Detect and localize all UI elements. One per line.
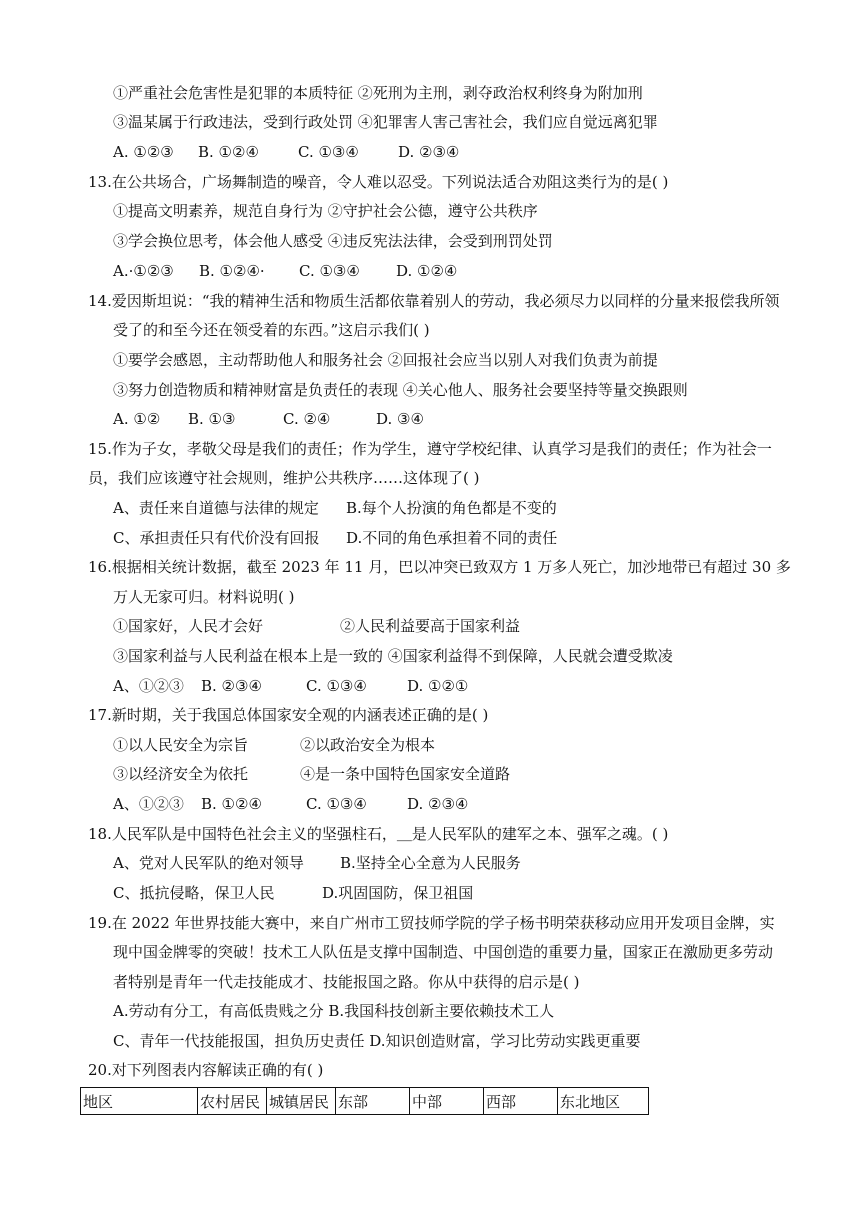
q17-option-d[interactable]: D. ②③④: [407, 795, 469, 813]
q16-stem-line-2: 万人无家可归。材料说明( ): [113, 588, 295, 606]
q16-option-c[interactable]: C. ①③④: [306, 677, 367, 695]
q16-statement-2: ②人民利益要高于国家利益: [340, 617, 521, 635]
table-header-cell: 农村居民: [198, 1088, 267, 1115]
q14-option-d[interactable]: D. ③④: [376, 410, 424, 428]
q12-option-c[interactable]: C. ①③④: [298, 143, 359, 161]
q14-statement-1: ①要学会感恩，主动帮助他人和服务社会 ②回报社会应当以别人对我们负责为前提: [113, 351, 658, 369]
q17-stem: 17.新时期，关于我国总体国家安全观的内涵表述正确的是( ): [88, 706, 489, 724]
table-header-cell: 西部: [484, 1088, 558, 1115]
q12-statement-2: ③温某属于行政违法，受到行政处罚 ④犯罪害人害己害社会，我们应自觉远离犯罪: [113, 113, 658, 131]
q12-option-a[interactable]: A. ①②③: [113, 143, 174, 161]
q13-stem: 13.在公共场合，广场舞制造的噪音，令人难以忍受。下列说法适合劝阻这类行为的是( ): [88, 173, 669, 191]
table-header-cell: 城镇居民: [267, 1088, 336, 1115]
q18-option-d[interactable]: D.巩固国防，保卫祖国: [322, 884, 474, 902]
table-header-cell: 地区: [81, 1088, 198, 1115]
q14-stem-line-2: 受了的和至今还在领受着的东西。”这启示我们( ): [113, 321, 430, 339]
q16-options: [113, 675, 468, 697]
table-header-cell: 东北地区: [558, 1088, 649, 1115]
q17-statement-2: ②以政治安全为根本: [300, 736, 436, 754]
q16-statement-1: ①国家好，人民才会好: [113, 617, 264, 635]
q20-stem: 20.对下列图表内容解读正确的有( ): [88, 1061, 324, 1079]
q16-option-a[interactable]: A、①②③: [113, 677, 184, 695]
q14-option-a[interactable]: A. ①②: [113, 410, 161, 428]
q18-option-c[interactable]: C、抵抗侵略，保卫人民: [113, 884, 275, 902]
q13-statement-1: ①提高文明素养，规范自身行为 ②守护社会公德，遵守公共秩序: [113, 202, 538, 220]
q13-options: [113, 260, 457, 282]
q15-option-b[interactable]: B.每个人扮演的角色都是不变的: [346, 499, 557, 517]
q13-option-b[interactable]: B. ①②④·: [199, 262, 265, 280]
q15-option-a[interactable]: A、责任来自道德与法律的规定: [113, 499, 319, 517]
table-row: [81, 1088, 649, 1115]
q17-statement-1: ①以人民安全为宗旨: [113, 736, 249, 754]
q19-stem-line-3: 者特别是青年一代走技能成才、技能报国之路。你从中获得的启示是( ): [113, 973, 580, 991]
q14-statement-2: ③努力创造物质和精神财富是负责任的表现 ④关心他人、服务社会要坚持等量交换跟则: [113, 381, 688, 399]
q18-stem: 18.人民军队是中国特色社会主义的坚强柱石，＿是人民军队的建军之本、强军之魂。( ): [88, 825, 669, 843]
q13-statement-2: ③学会换位思考，体会他人感受 ④违反宪法法律，会受到刑罚处罚: [113, 232, 553, 250]
q14-option-c[interactable]: C. ②④: [283, 410, 331, 428]
q14-stem-line-1: 14.爱因斯坦说：“我的精神生活和物质生活都依靠着别人的劳动，我必须尽力以同样的分量来报偿我所领: [88, 292, 780, 310]
q16-statement-3: ③国家利益与人民利益在根本上是一致的 ④国家利益得不到保障，人民就会遭受欺凌: [113, 647, 673, 665]
table-header-cell: 中部: [410, 1088, 484, 1115]
q12-option-b[interactable]: B. ①②④: [198, 143, 259, 161]
q18-option-b[interactable]: B.坚持全心全意为人民服务: [340, 854, 521, 872]
q16-stem-line-1: 16.根据相关统计数据，截至 2023 年 11 月，巴以冲突已致双方 1 万多人死亡，加沙地带已有超过 30 多: [88, 558, 791, 576]
q17-option-a[interactable]: A、①②③: [113, 795, 184, 813]
q19-options-ab[interactable]: A.劳动有分工，有高低贵贱之分 B.我国科技创新主要依赖技术工人: [113, 1002, 555, 1020]
q15-stem-line-1: 15.作为子女，孝敬父母是我们的责任；作为学生，遵守学校纪律、认真学习是我们的责任；作为社会一: [88, 440, 772, 458]
q14-options: [113, 408, 424, 430]
q15-stem-line-2: 员，我们应该遵守社会规则，维护公共秩序……这体现了( ): [88, 469, 480, 487]
q19-stem-line-1: 19.在 2022 年世界技能大赛中，来自广州市工贸技师学院的学子杨书明荣获移动应用开发项目金牌，实: [88, 914, 775, 932]
q17-statement-3: ③以经济安全为依托: [113, 765, 249, 783]
q19-options-cd[interactable]: C、青年一代技能报国，担负历史责任 D.知识创造财富，学习比劳动实践更重要: [113, 1032, 641, 1050]
q19-stem-line-2: 现中国金牌零的突破！技术工人队伍是支撑中国制造、中国创造的重要力量，国家正在激励更多劳动: [113, 943, 774, 961]
table-header-cell: 东部: [336, 1088, 410, 1115]
q12-statement-1: ①严重社会危害性是犯罪的本质特征 ②死刑为主刑，剥夺政治权利终身为附加刑: [113, 84, 643, 102]
q17-options: [113, 793, 468, 815]
q17-option-c[interactable]: C. ①③④: [306, 795, 367, 813]
q13-option-d[interactable]: D. ①②④: [396, 262, 458, 280]
q16-option-b[interactable]: B. ②③④: [201, 677, 262, 695]
q17-statement-4: ④是一条中国特色国家安全道路: [300, 765, 511, 783]
q15-option-d[interactable]: D.不同的角色承担着不同的责任: [346, 529, 558, 547]
q13-option-c[interactable]: C. ①③④: [299, 262, 360, 280]
q16-option-d[interactable]: D. ①②①: [407, 677, 469, 695]
q12-option-d[interactable]: D. ②③④: [398, 143, 460, 161]
q17-option-b[interactable]: B. ①②④: [201, 795, 262, 813]
q18-option-a[interactable]: A、党对人民军队的绝对领导: [113, 854, 304, 872]
q20-data-table: [80, 1087, 649, 1115]
q12-options: [113, 141, 459, 163]
q15-option-c[interactable]: C、承担责任只有代价没有回报: [113, 529, 320, 547]
q14-option-b[interactable]: B. ①③: [188, 410, 236, 428]
q13-option-a[interactable]: A.·①②③: [113, 262, 174, 280]
